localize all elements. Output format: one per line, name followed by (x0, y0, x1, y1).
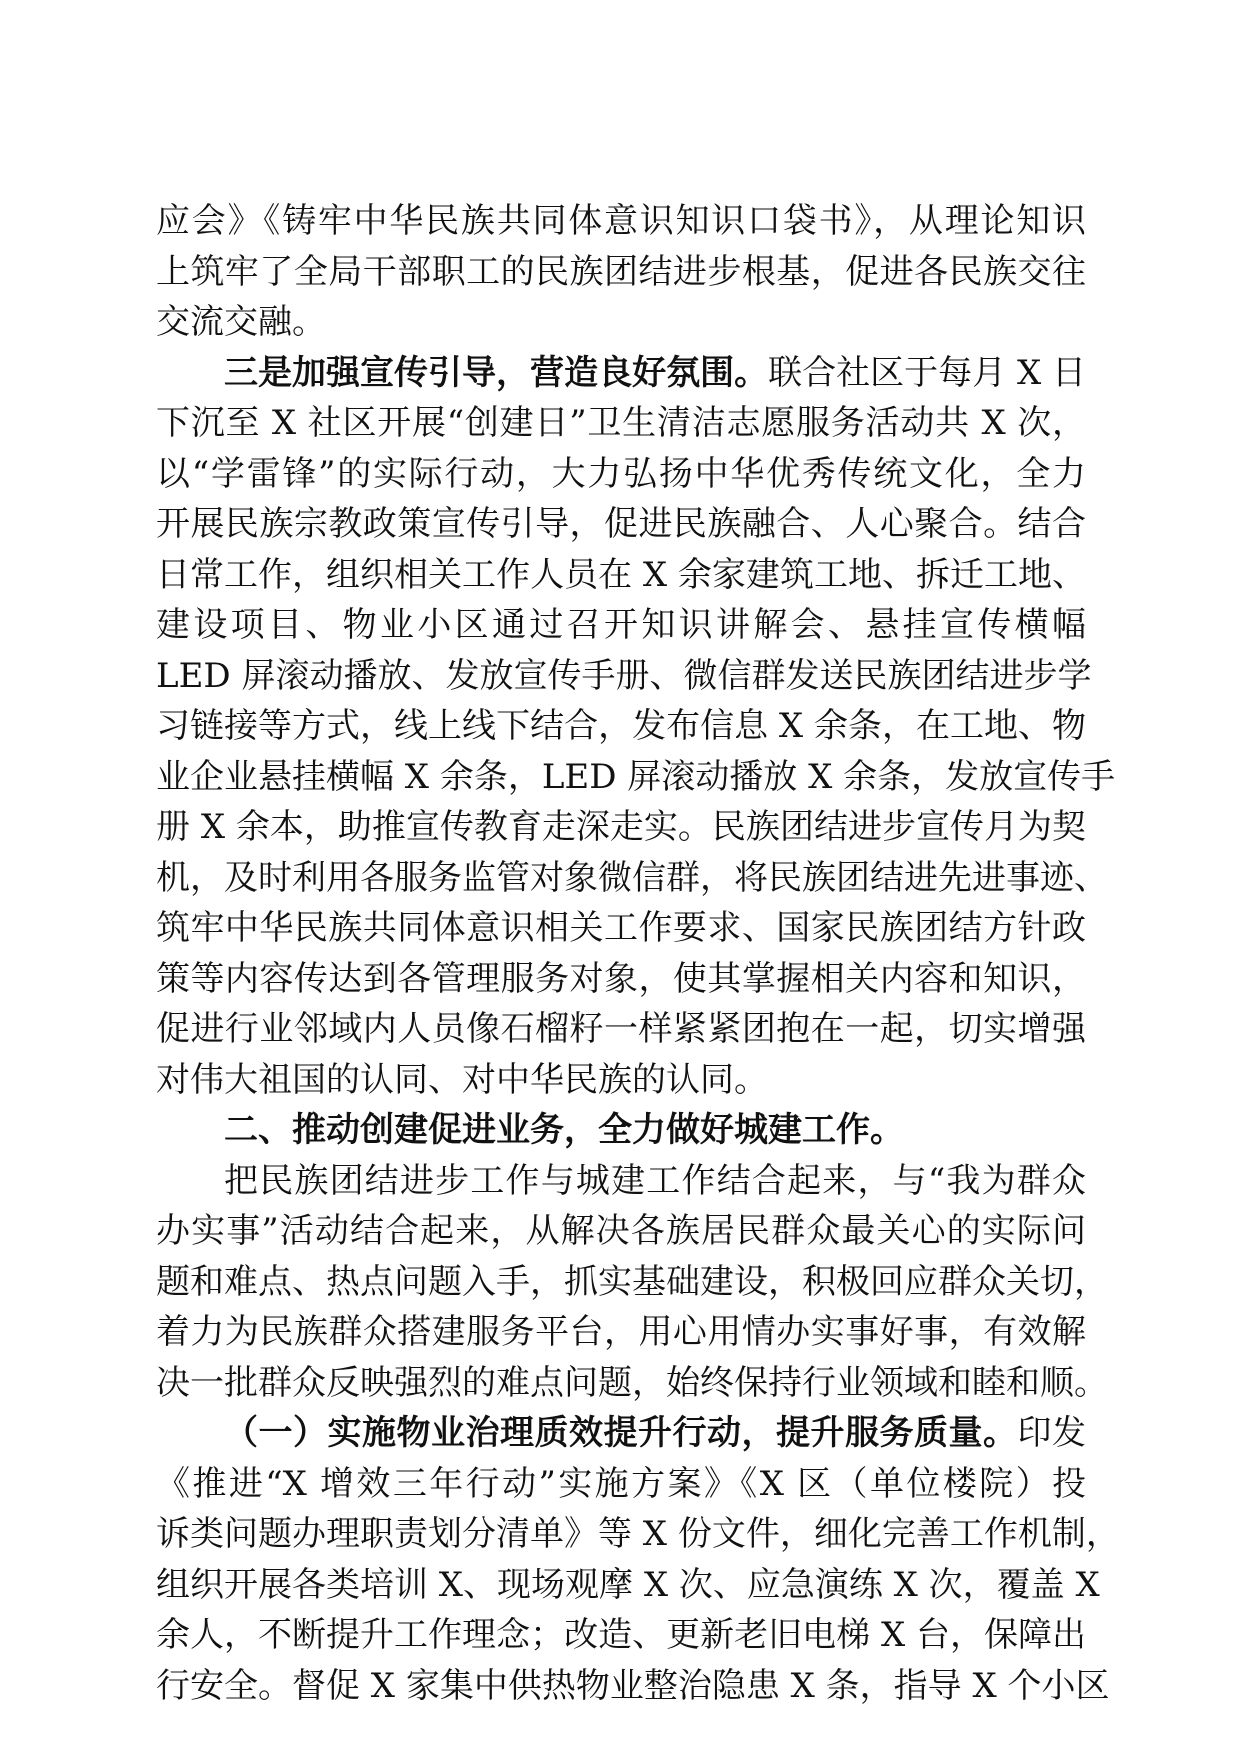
subsection-lead-text: 印发 (1017, 1413, 1086, 1453)
text-line-29: 余人，不断提升工作理念；改造、更新老旧电梯 X 台，保障出 (156, 1615, 1086, 1655)
paragraph-lead-line (156, 348, 1086, 399)
text-line-7: 开展民族宗教政策宣传引导，促进民族融合、人心聚合。结合 (156, 504, 1086, 544)
text-line-18: 对伟大祖国的认同、对中华民族的认同。 (156, 1059, 768, 1100)
document-page (156, 196, 1120, 1711)
paragraph-heading-bold: 三是加强宣传引导，营造良好氛围。 (224, 352, 769, 393)
text-line-15: 筑牢中华民族共同体意识相关工作要求、国家民族团结方针政 (156, 908, 1086, 948)
text-line-23: 着力为民族群众搭建服务平台，用心用情办实事好事，有效解 (156, 1312, 1086, 1352)
text-line-24: 决一批群众反映强烈的难点问题，始终保持行业领域和睦和顺。 (156, 1362, 1108, 1403)
text-line-17: 促进行业邻域内人员像石榴籽一样紧紧团抱在一起，切实增强 (156, 1009, 1086, 1049)
subsection-lead-line (156, 1408, 1086, 1459)
text-line-12: 业企业悬挂横幅 X 余条，LED 屏滚动播放 X 余条，发放宣传手 (156, 756, 1116, 797)
text-line-10: LED 屏滚动播放、发放宣传手册、微信群发送民族团结进步学 (156, 655, 1092, 696)
text-line-27: 诉类问题办理职责划分清单》等 X 份文件，细化完善工作机制， (156, 1514, 1120, 1554)
paragraph-lead-text: 联合社区于每月 X 日 (768, 352, 1086, 393)
text-line-6: 以“学雷锋”的实际行动，大力弘扬中华优秀传统文化，全力 (156, 453, 1086, 494)
text-line-21: 办实事”活动结合起来，从解决各族居民群众最关心的实际问 (156, 1211, 1086, 1251)
text-line-28: 组织开展各类培训 X、现场观摩 X 次、应急演练 X 次，覆盖 X (156, 1564, 1100, 1605)
text-line-1: 应会》《铸牢中华民族共同体意识知识口袋书》，从理论知识 (156, 201, 1086, 241)
text-line-8: 日常工作，组织相关工作人员在 X 余家建筑工地、拆迁工地、 (156, 554, 1086, 595)
text-line-13: 册 X 余本，助推宣传教育走深走实。民族团结进步宣传月为契 (156, 807, 1086, 847)
text-line-20: 把民族团结进步工作与城建工作结合起来，与“我为群众 (224, 1160, 1086, 1201)
text-line-22: 题和难点、热点问题入手，抓实基础建设，积极回应群众关切， (156, 1261, 1108, 1302)
text-line-16: 策等内容传达到各管理服务对象，使其掌握相关内容和知识， (156, 958, 1086, 999)
text-line-9: 建设项目、物业小区通过召开知识讲解会、悬挂宣传横幅 (156, 605, 1086, 645)
text-line-30: 行安全。督促 X 家集中供热物业整治隐患 X 条，指导 X 个小区 (156, 1665, 1110, 1706)
text-line-2: 上筑牢了全局干部职工的民族团结进步根基，促进各民族交往 (156, 251, 1086, 292)
text-line-5: 下沉至 X 社区开展“创建日”卫生清洁志愿服务活动共 X 次， (156, 403, 1086, 443)
section-heading: 二、推动创建促进业务，全力做好城建工作。 (224, 1110, 904, 1150)
text-line-11: 习链接等方式，线上线下结合，发布信息 X 余条，在工地、物 (156, 706, 1086, 746)
text-line-3: 交流交融。 (156, 302, 326, 342)
text-line-14: 机，及时利用各服务监管对象微信群，将民族团结进先进事迹、 (156, 857, 1108, 898)
section-heading-line (156, 1105, 1086, 1156)
text-line-26: 《推进“X 增效三年行动”实施方案》《X 区（单位楼院）投 (156, 1463, 1086, 1504)
subsection-heading-bold: （一）实施物业治理质效提升行动，提升服务质量。 (224, 1413, 1018, 1453)
